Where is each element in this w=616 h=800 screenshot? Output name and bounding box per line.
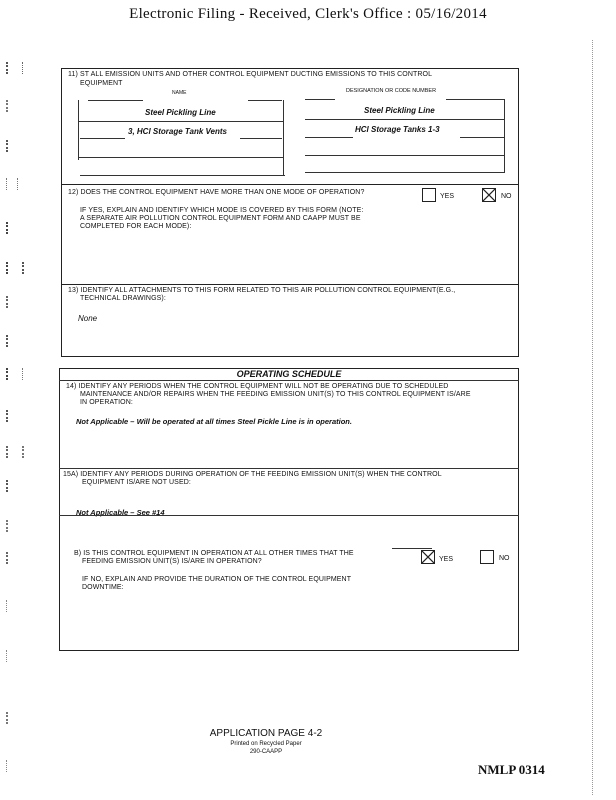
- emission-unit-name-1: Steel Pickling Line: [145, 108, 216, 117]
- q14-line-3: IN OPERATION:: [80, 399, 133, 406]
- section-13-answer: None: [78, 314, 98, 323]
- q15b-yes-label: YES: [439, 556, 454, 563]
- q14-line-1: 14) IDENTIFY ANY PERIODS WHEN THE CONTROL EQUIPMENT WILL NOT BE OPERATING DUE TO SCHEDULED: [66, 383, 449, 390]
- q15b-no-label: NO: [499, 555, 510, 562]
- recycled-paper-note: Printed on Recycled Paper: [230, 741, 302, 747]
- emission-unit-name-2: 3, HCl Storage Tank Vents: [128, 127, 227, 136]
- filing-header: Electronic Filing - Received, Clerk's Office : 05/16/2014: [129, 6, 487, 22]
- section-12-no-label: NO: [501, 193, 512, 200]
- col-header-designation: DESIGNATION OR CODE NUMBER: [346, 88, 437, 94]
- section-12-question: 12) DOES THE CONTROL EQUIPMENT HAVE MORE THAN ONE MODE OF OPERATION?: [68, 189, 365, 196]
- section-13-question: 13) IDENTIFY ALL ATTACHMENTS TO THIS FORM RELATED TO THIS AIR POLLUTION CONTROL EQUIPMENT(E.G.,: [68, 287, 456, 294]
- section-11-title-cont: EQUIPMENT: [80, 80, 123, 87]
- section-12-instruction-1: IF YES, EXPLAIN AND IDENTIFY WHICH MODE IS COVERED BY THIS FORM (NOTE:: [80, 207, 364, 214]
- section-11-title: 11) ST ALL EMISSION UNITS AND OTHER CONTROL EQUIPMENT DUCTING EMISSIONS TO THIS CONTROL: [68, 71, 433, 78]
- section-12-yes-checkbox[interactable]: [422, 188, 436, 202]
- designation-code-2: HCl Storage Tanks 1-3: [355, 125, 440, 134]
- q15b-line-1: B) IS THIS CONTROL EQUIPMENT IN OPERATION AT ALL OTHER TIMES THAT THE: [74, 550, 354, 557]
- q15b-instruction-1: IF NO, EXPLAIN AND PROVIDE THE DURATION OF THE CONTROL EQUIPMENT: [82, 576, 352, 583]
- col-header-name: NAME: [172, 90, 187, 96]
- x-mark-icon: [422, 551, 434, 563]
- q15a-answer: Not Applicable – See #14: [76, 508, 165, 517]
- q15a-line-1: 15A) IDENTIFY ANY PERIODS DURING OPERATION OF THE FEEDING EMISSION UNIT(S) WHEN THE CONTROL: [63, 471, 442, 478]
- q15a-line-2: EQUIPMENT IS/ARE NOT USED:: [82, 479, 191, 486]
- section-12-instruction-3: COMPLETED FOR EACH MODE):: [80, 223, 192, 230]
- q15b-instruction-2: DOWNTIME:: [82, 584, 124, 591]
- designation-code-1: Steel Pickling Line: [364, 106, 435, 115]
- form-number: 290-CAAPP: [249, 749, 283, 755]
- q15b-yes-checkbox[interactable]: [421, 550, 435, 564]
- operating-schedule-title: OPERATING SCHEDULE: [236, 369, 342, 379]
- q15b-line-2: FEEDING EMISSION UNIT(S) IS/ARE IN OPERATION?: [82, 558, 262, 565]
- section-12-yes-label: YES: [440, 193, 455, 200]
- bates-number: NMLP 0314: [478, 762, 545, 777]
- x-mark-icon: [483, 189, 495, 201]
- q14-line-2: MAINTENANCE AND/OR REPAIRS WHEN THE FEEDING EMISSION UNIT(S) TO THIS CONTROL EQUIPMENT IS/ARE: [80, 391, 471, 398]
- section-12-no-checkbox[interactable]: [482, 188, 496, 202]
- q15b-no-checkbox[interactable]: [480, 550, 494, 564]
- application-page-label: APPLICATION PAGE 4-2: [209, 728, 323, 739]
- q14-answer: Not Applicable – Will be operated at all times Steel Pickle Line is in operation.: [76, 417, 352, 426]
- section-13-question-cont: TECHNICAL DRAWINGS):: [80, 295, 166, 302]
- section-12-instruction-2: A SEPARATE AIR POLLUTION CONTROL EQUIPMENT FORM AND CAAPP MUST BE: [80, 215, 361, 222]
